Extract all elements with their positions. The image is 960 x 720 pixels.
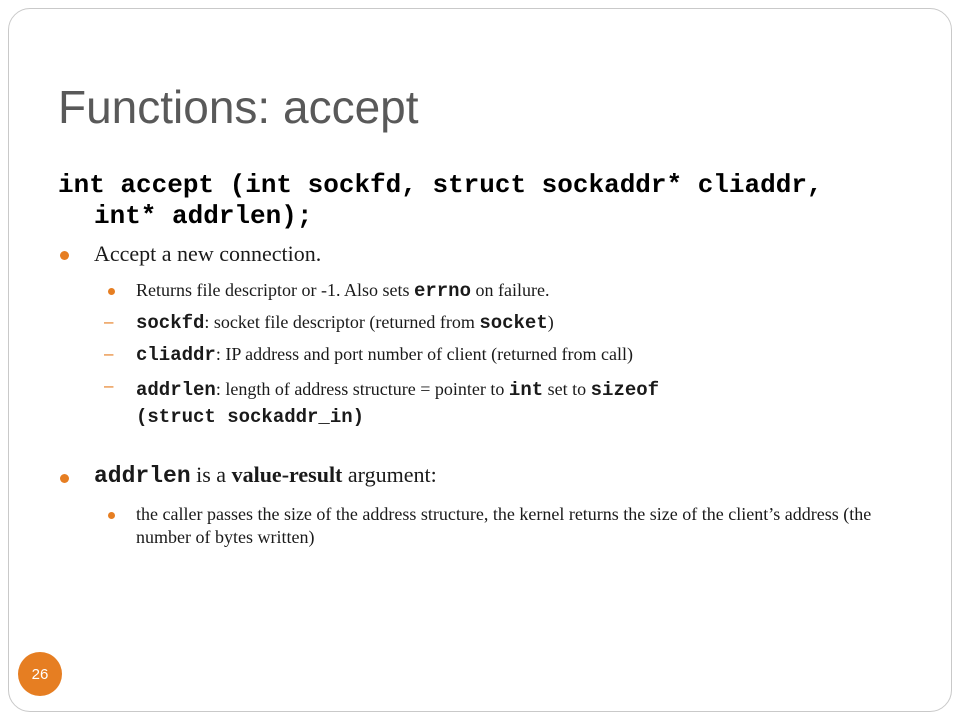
argument-text: argument: [342,462,437,487]
int-code: int [508,379,544,401]
dash-marker: – [104,344,114,363]
bullet-dot [60,251,69,260]
slide-title: Functions: accept [58,81,419,133]
struct-sockaddr-in-code: (struct sockaddr_in) [136,406,365,428]
sockfd-text: : socket file descriptor (returned from [204,312,480,332]
returns-text-c: on failure. [470,280,550,300]
signature-text: int accept (int sockfd, struct sockaddr* cliaddr, int* addrlen); [58,170,823,231]
bullet-accept [94,241,321,267]
value-result-text: value-result [231,462,343,487]
dash-marker: – [104,312,114,331]
dash-marker: – [104,376,114,395]
sub-bullet-sockfd [136,312,554,334]
page-number: 26 [31,665,49,683]
bullet-accept-text: Accept a new connection. [94,241,322,266]
page-number-badge [18,652,62,696]
cliaddr-code: cliaddr [136,344,216,366]
sub-bullet-caller [136,503,876,549]
addrlen-text: : length of address structure = pointer to [215,379,509,399]
returns-text-a: Returns file descriptor or -1. Also sets [136,280,414,300]
sockfd-close: ) [547,312,554,332]
function-signature [58,170,888,232]
sizeof-code: sizeof [590,379,660,401]
addrlen-code-2: addrlen [94,463,191,489]
sub-bullet-returns [136,280,549,302]
sub-bullet-dot [108,512,115,519]
set-to-text: set to [543,379,591,399]
caller-text: the caller passes the size of the address structure, the kernel returns the size of the client’s address (the number of bytes written) [136,504,872,547]
errno-code: errno [413,280,471,302]
cliaddr-text: : IP address and port number of client (returned from call) [215,344,634,364]
bullet-dot [60,474,69,483]
sub-bullet-addrlen [136,376,876,430]
socket-code: socket [479,312,548,334]
is-a-text: is a [190,462,232,487]
sockfd-code: sockfd [136,312,205,334]
bullet-value-result [94,462,437,489]
sub-bullet-cliaddr [136,344,633,366]
addrlen-code: addrlen [136,379,216,401]
sub-bullet-dot [108,288,115,295]
